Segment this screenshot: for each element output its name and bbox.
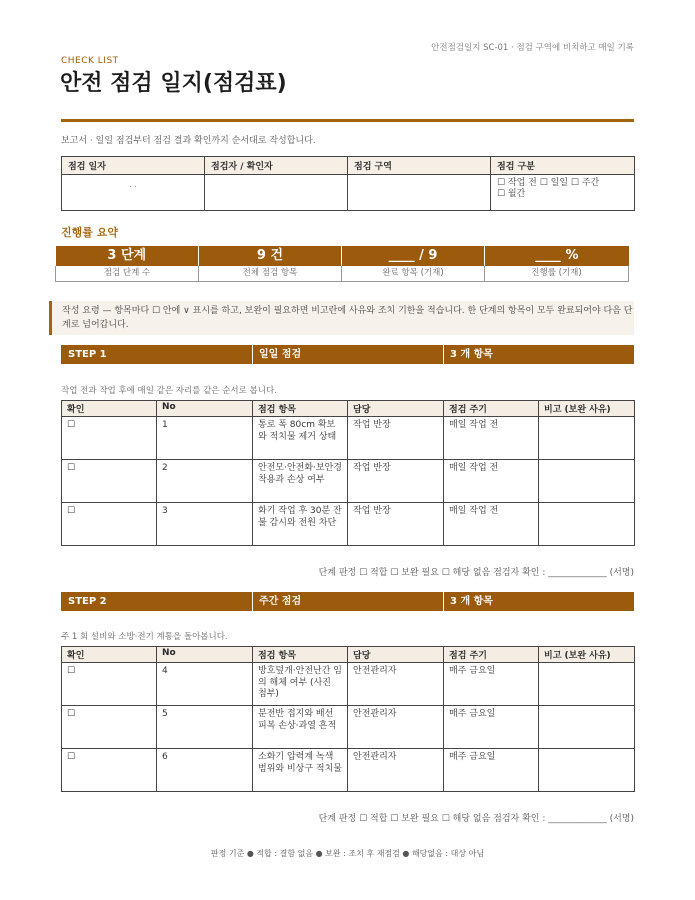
step-2-note: 주 1 회 설비와 소방·전기 계통을 돌아봅니다. — [61, 632, 228, 642]
row-remark[interactable] — [539, 663, 635, 706]
step-1-judgement[interactable]: 단계 판정 ☐ 적합 ☐ 보완 필요 ☐ 해당 없음 점검자 확인 : _____________ (서명) — [318, 568, 634, 578]
step-2-table — [61, 646, 635, 792]
progress-completed-items[interactable]: ____ / 9 — [342, 246, 485, 266]
row-no: 3 — [157, 503, 253, 546]
row-item: 화기 작업 후 30분 잔불 감시와 전원 차단 — [253, 503, 348, 546]
col-header-owner: 담당 — [348, 401, 444, 417]
row-cycle: 매주 금요일 — [444, 706, 539, 749]
progress-label: 전체 점검 항목 — [199, 266, 342, 282]
col-header-item: 점검 항목 — [253, 401, 348, 417]
row-cycle: 매주 금요일 — [444, 749, 539, 792]
footer-legend: 판정 기준 ● 적합 : 결함 없음 ● 보완 : 조치 후 재점검 ● 해당없음 : 대상 아님 — [210, 849, 485, 858]
progress-rate[interactable]: ____ % — [485, 246, 629, 266]
row-cycle: 매주 금요일 — [444, 663, 539, 706]
table-row — [62, 663, 635, 706]
col-header-remark: 비고 (보완 사유) — [539, 401, 635, 417]
row-no: 6 — [157, 749, 253, 792]
row-no: 2 — [157, 460, 253, 503]
progress-label: 완료 항목 (기재) — [342, 266, 485, 282]
row-item: 분전반 접지와 배선 피복 손상·과열 흔적 — [253, 706, 348, 749]
row-cycle: 매일 작업 전 — [444, 460, 539, 503]
progress-summary — [55, 246, 629, 282]
row-checkbox[interactable]: ☐ — [62, 460, 157, 503]
step-1-count: 3 개 항목 — [450, 349, 493, 360]
step-2-name: 주간 점검 — [259, 596, 302, 607]
row-owner: 안전관리자 — [348, 663, 444, 706]
table-row — [62, 460, 635, 503]
row-cycle: 매일 작업 전 — [444, 503, 539, 546]
step-1-name: 일일 점검 — [259, 349, 302, 360]
step-2-judgement[interactable]: 단계 판정 ☐ 적합 ☐ 보완 필요 ☐ 해당 없음 점검자 확인 : _____________ (서명) — [318, 814, 634, 824]
info-header-date: 점검 일자 — [62, 157, 205, 175]
row-owner: 작업 반장 — [348, 460, 444, 503]
step-2-bar — [61, 592, 634, 611]
step-2-label: STEP 2 — [68, 596, 107, 607]
title-rule — [61, 119, 634, 122]
row-remark[interactable] — [539, 706, 635, 749]
row-owner: 안전관리자 — [348, 749, 444, 792]
row-checkbox[interactable]: ☐ — [62, 417, 157, 460]
row-owner: 작업 반장 — [348, 503, 444, 546]
row-checkbox[interactable]: ☐ — [62, 663, 157, 706]
col-header-cycle: 점검 주기 — [444, 401, 539, 417]
row-checkbox[interactable]: ☐ — [62, 503, 157, 546]
col-header-remark: 비고 (보완 사유) — [539, 647, 635, 663]
info-header-zone: 점검 구역 — [348, 157, 491, 175]
row-remark[interactable] — [539, 749, 635, 792]
info-header-inspector: 점검자 / 확인자 — [205, 157, 348, 175]
row-remark[interactable] — [539, 460, 635, 503]
progress-stage-count: 3 단계 — [56, 246, 199, 266]
kicker: CHECK LIST — [61, 56, 119, 66]
col-header-no: No — [157, 401, 253, 417]
col-header-check: 확인 — [62, 401, 157, 417]
row-no: 1 — [157, 417, 253, 460]
category-options-line2[interactable]: ☐ 월간 — [497, 189, 526, 199]
table-row — [62, 503, 635, 546]
row-owner: 작업 반장 — [348, 417, 444, 460]
progress-label: 진행률 (기재) — [485, 266, 629, 282]
info-category-field[interactable] — [491, 175, 635, 211]
step-2-count: 3 개 항목 — [450, 596, 493, 607]
row-item: 방호덮개·안전난간 임의 해체 여부 (사진 첨부) — [253, 663, 348, 706]
row-no: 4 — [157, 663, 253, 706]
step-1-note: 작업 전과 작업 후에 매일 같은 자리를 같은 순서로 봅니다. — [61, 386, 277, 396]
step-1-bar — [61, 345, 634, 364]
table-row — [62, 706, 635, 749]
step-1-label: STEP 1 — [68, 349, 107, 360]
row-cycle: 매일 작업 전 — [444, 417, 539, 460]
col-header-no: No — [157, 647, 253, 663]
row-item: 소화기 압력계 녹색 범위와 비상구 적치물 — [253, 749, 348, 792]
row-checkbox[interactable]: ☐ — [62, 749, 157, 792]
row-no: 5 — [157, 706, 253, 749]
progress-label: 점검 단계 수 — [56, 266, 199, 282]
info-inspector-field[interactable] — [205, 175, 348, 211]
category-options-line1[interactable]: ☐ 작업 전 ☐ 일일 ☐ 주간 — [497, 178, 600, 188]
row-remark[interactable] — [539, 417, 635, 460]
info-date-field[interactable]: . . — [62, 175, 205, 211]
row-checkbox[interactable]: ☐ — [62, 706, 157, 749]
table-row — [62, 417, 635, 460]
info-zone-field[interactable] — [348, 175, 491, 211]
row-owner: 안전관리자 — [348, 706, 444, 749]
intro-text: 보고서 · 일일 점검부터 점검 결과 확인까지 순서대로 작성합니다. — [61, 136, 316, 146]
col-header-check: 확인 — [62, 647, 157, 663]
row-remark[interactable] — [539, 503, 635, 546]
col-header-item: 점검 항목 — [253, 647, 348, 663]
col-header-cycle: 점검 주기 — [444, 647, 539, 663]
info-header-category: 점검 구분 — [491, 157, 635, 175]
progress-total-items: 9 건 — [199, 246, 342, 266]
table-row — [62, 749, 635, 792]
top-note: 안전점검일지 SC-01 · 점검 구역에 비치하고 매일 기록 — [431, 43, 634, 53]
step-1-table — [61, 400, 635, 546]
col-header-owner: 담당 — [348, 647, 444, 663]
row-item: 안전모·안전화·보안경 착용과 손상 여부 — [253, 460, 348, 503]
instruction-note: 작성 요령 — 항목마다 ☐ 안에 ∨ 표시를 하고, 보완이 필요하면 비고란에 사유와 조치 기한을 적습니다. 한 단계의 항목이 모두 완료되어야 다음 단계로 넘어갑니다. — [49, 301, 634, 335]
info-table — [61, 156, 635, 211]
progress-section-title: 진행률 요약 — [61, 226, 118, 239]
row-item: 통로 폭 80cm 확보와 적치물 제거 상태 — [253, 417, 348, 460]
page-title: 안전 점검 일지(점검표) — [60, 71, 287, 96]
